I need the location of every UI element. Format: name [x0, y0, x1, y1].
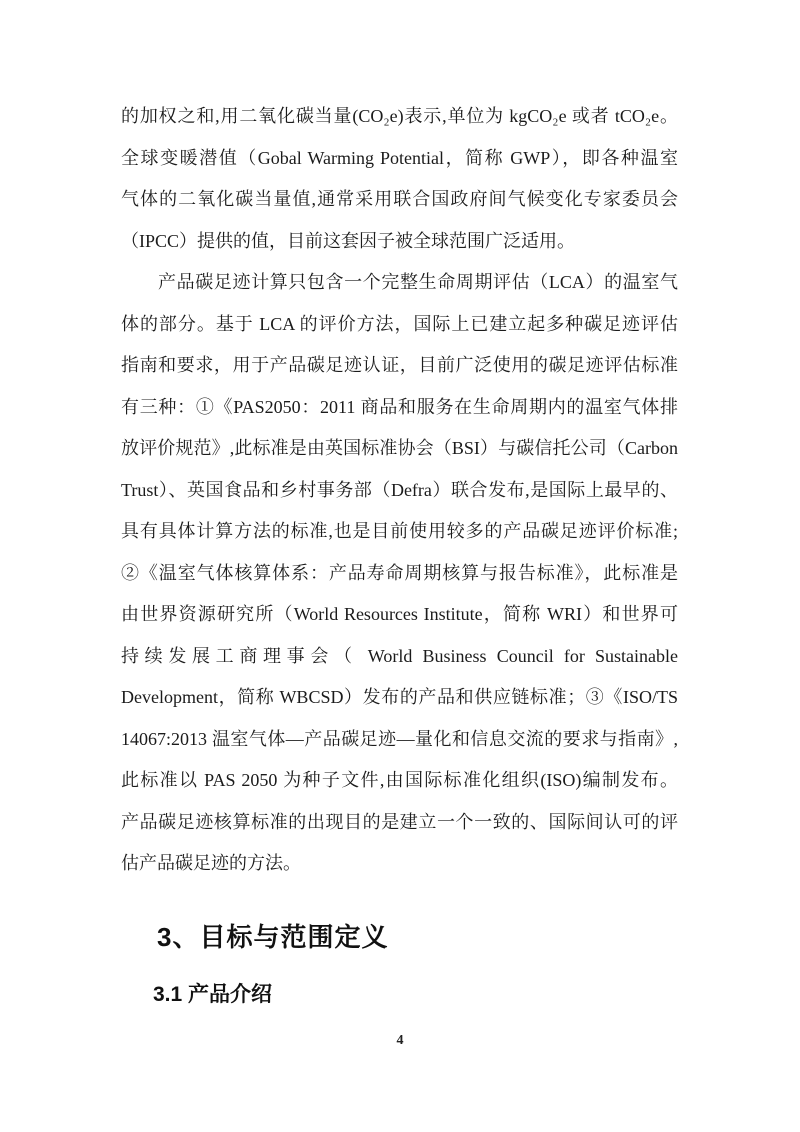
page-body: [121, 96, 678, 1007]
text-line: 的加权之和,用二氧化碳当量(CO₂e)表示,单位为 kgCO₂e 或者 tCO₂e。: [121, 106, 678, 126]
text-line: 放评价规范》,此标准是由英国标准协会（BSI）与碳信托公司（Carbon: [121, 438, 678, 458]
text-line: 此标准以 PAS 2050 为种子文件,由国际标准化组织(ISO)编制发布。: [121, 770, 678, 790]
text-line: Development，简称 WBCSD）发布的产品和供应链标准；③《ISO/TS: [121, 687, 678, 707]
subsection-heading: 3.1 产品介绍: [153, 982, 273, 1006]
text-line: 有三种：①《PAS2050：2011 商品和服务在生命周期内的温室气体排: [121, 396, 678, 417]
text-line: ②《温室气体核算体系：产品寿命周期核算与报告标准》，此标准是: [121, 562, 678, 583]
text-line: （IPCC）提供的值，目前这套因子被全球范围广泛适用。: [121, 230, 576, 251]
text-line: 14067:2013 温室气体—产品碳足迹—量化和信息交流的要求与指南》,: [121, 728, 678, 749]
text-line: 体的部分。基于 LCA 的评价方法，国际上已建立起多种碳足迹评估: [121, 313, 678, 334]
text-line: Trust）、英国食品和乡村事务部（Defra）联合发布,是国际上最早的、: [121, 479, 678, 500]
text-line: 估产品碳足迹的方法。: [121, 853, 301, 873]
text-line: 产品碳足迹计算只包含一个完整生命周期评估（LCA）的温室气: [158, 272, 678, 292]
text-line: 由世界资源研究所（World Resources Institute，简称 WRI）和世界可: [121, 604, 678, 624]
text-line: 气体的二氧化碳当量值,通常采用联合国政府间气候变化专家委员会: [121, 189, 678, 209]
text-line: 指南和要求，用于产品碳足迹认证，目前广泛使用的碳足迹评估标准: [121, 355, 678, 375]
text-line: 具有具体计算方法的标准,也是目前使用较多的产品碳足迹评价标准;: [121, 521, 678, 541]
section-heading: 3、目标与范围定义: [157, 921, 389, 952]
text-line: 产品碳足迹核算标准的出现目的是建立一个一致的、国际间认可的评: [121, 811, 678, 832]
page-number: 4: [396, 1033, 404, 1048]
text-line: 持续发展工商理事会（ World Business Council for Sustainable: [121, 645, 678, 666]
text-line: 全球变暖潜值（Gobal Warming Potential，简称 GWP），即各种温室: [121, 147, 678, 168]
